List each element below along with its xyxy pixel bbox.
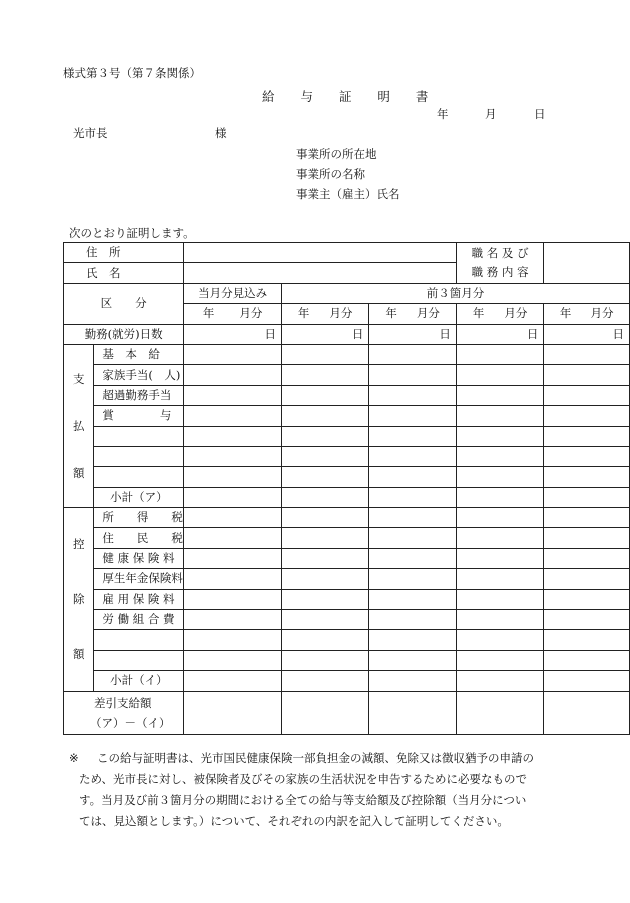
position-label-line2: 職 務 内 容: [471, 264, 529, 279]
amount-cell[interactable]: [544, 650, 630, 670]
amount-cell[interactable]: [456, 344, 543, 364]
amount-cell[interactable]: [369, 467, 456, 487]
name-label: 氏 名: [64, 263, 184, 283]
subtotal-cell[interactable]: [544, 487, 630, 507]
payment-row-label[interactable]: [94, 446, 184, 466]
position-label: [456, 243, 543, 284]
amount-cell[interactable]: [369, 385, 456, 405]
amount-cell[interactable]: [369, 610, 456, 630]
amount-cell[interactable]: [281, 508, 368, 528]
amount-cell[interactable]: [184, 610, 282, 630]
amount-cell[interactable]: [369, 446, 456, 466]
net-pay-label-line1: 差引支給額: [94, 695, 152, 710]
date-day: 日: [534, 107, 546, 121]
payment-row-label: 賞 与: [94, 406, 184, 426]
amount-cell[interactable]: [369, 630, 456, 650]
subtotal-cell[interactable]: [544, 671, 630, 691]
work-days-cell[interactable]: 日: [544, 324, 630, 344]
note-line: ため、光市長に対し、被保険者及びその家族の生活状況を申告するために必要なもので: [79, 772, 528, 786]
deduction-row-label[interactable]: [94, 630, 184, 650]
amount-cell[interactable]: [281, 406, 368, 426]
amount-cell[interactable]: [184, 569, 282, 589]
amount-cell[interactable]: [456, 446, 543, 466]
note-line: ては、見込額とします。）について、それぞれの内訳を記入して証明してください。: [79, 814, 509, 828]
amount-cell[interactable]: [184, 426, 282, 446]
amount-cell[interactable]: [544, 569, 630, 589]
amount-cell[interactable]: [281, 610, 368, 630]
employer-address-label: 事業所の所在地: [296, 147, 377, 161]
payment-row-label[interactable]: [94, 467, 184, 487]
deduction-group-label: 控 除 額: [64, 508, 94, 692]
month-cell[interactable]: 年 月分: [281, 304, 368, 324]
work-days-cell[interactable]: 日: [369, 324, 456, 344]
payment-row-label: 基 本 給: [94, 344, 184, 364]
amount-cell[interactable]: [281, 548, 368, 568]
amount-cell[interactable]: [184, 344, 282, 364]
net-pay-cell[interactable]: [369, 691, 456, 734]
amount-cell[interactable]: [369, 406, 456, 426]
amount-cell[interactable]: [369, 344, 456, 364]
subtotal-cell[interactable]: [184, 671, 282, 691]
net-pay-cell[interactable]: [281, 691, 368, 734]
amount-cell[interactable]: [281, 365, 368, 385]
amount-cell[interactable]: [281, 426, 368, 446]
month-cell[interactable]: 年 月分: [544, 304, 630, 324]
position-value[interactable]: [544, 243, 630, 284]
note-mark: ※: [69, 751, 79, 765]
net-pay-cell[interactable]: [544, 691, 630, 734]
amount-cell[interactable]: [281, 385, 368, 405]
amount-cell[interactable]: [369, 528, 456, 548]
payment-subtotal-label: 小計（ア）: [94, 487, 184, 507]
subtotal-cell[interactable]: [369, 487, 456, 507]
deduction-row-label: 雇 用 保 険 料: [94, 589, 184, 609]
amount-cell[interactable]: [456, 650, 543, 670]
amount-cell[interactable]: [184, 446, 282, 466]
payment-row-label[interactable]: [94, 426, 184, 446]
amount-cell[interactable]: [184, 589, 282, 609]
amount-cell[interactable]: [544, 548, 630, 568]
note-line: この給与証明書は、光市国民健康保険一部負担金の減額、免除又は徴収猶予の申請の: [97, 751, 534, 765]
amount-cell[interactable]: [281, 630, 368, 650]
deduction-row-label: 住 民 税: [94, 528, 184, 548]
amount-cell[interactable]: [369, 548, 456, 568]
deduction-row-label[interactable]: [94, 650, 184, 670]
amount-cell[interactable]: [544, 344, 630, 364]
net-pay-label: [64, 691, 184, 734]
date-year: 年: [437, 107, 449, 121]
amount-cell[interactable]: [456, 508, 543, 528]
amount-cell[interactable]: [456, 610, 543, 630]
amount-cell[interactable]: [184, 548, 282, 568]
subtotal-cell[interactable]: [456, 671, 543, 691]
deduction-row-label: 労 働 組 合 費: [94, 610, 184, 630]
prev-months-header: 前３箇月分: [281, 283, 629, 303]
amount-cell[interactable]: [544, 610, 630, 630]
salary-table: [63, 242, 630, 735]
deduction-row-label: 健 康 保 険 料: [94, 548, 184, 568]
amount-cell[interactable]: [456, 569, 543, 589]
addressee-honorific: 様: [215, 126, 227, 140]
amount-cell[interactable]: [281, 467, 368, 487]
amount-cell[interactable]: [544, 630, 630, 650]
month-cell[interactable]: 年 月分: [456, 304, 543, 324]
amount-cell[interactable]: [456, 365, 543, 385]
amount-cell[interactable]: [281, 569, 368, 589]
amount-cell[interactable]: [544, 508, 630, 528]
page-title: 給 与 証 明 書: [262, 89, 440, 104]
amount-cell[interactable]: [456, 528, 543, 548]
payment-row-label: 超過勤務手当: [94, 385, 184, 405]
amount-cell[interactable]: [544, 365, 630, 385]
position-label-line1: 職 名 及 び: [471, 245, 529, 260]
note-line: す。当月及び前３箇月分の期間における全ての給与等支給額及び控除額（当月分につい: [79, 793, 527, 807]
amount-cell[interactable]: [369, 508, 456, 528]
amount-cell[interactable]: [544, 406, 630, 426]
amount-cell[interactable]: [281, 344, 368, 364]
amount-cell[interactable]: [456, 548, 543, 568]
amount-cell[interactable]: [184, 650, 282, 670]
amount-cell[interactable]: [281, 650, 368, 670]
amount-cell[interactable]: [456, 630, 543, 650]
net-pay-cell[interactable]: [184, 691, 282, 734]
address-value[interactable]: [184, 243, 457, 263]
deduction-row-label: 所 得 税: [94, 508, 184, 528]
amount-cell[interactable]: [184, 528, 282, 548]
date-month: 月: [485, 107, 497, 121]
amount-cell[interactable]: [184, 365, 282, 385]
amount-cell[interactable]: [544, 467, 630, 487]
amount-cell[interactable]: [184, 630, 282, 650]
amount-cell[interactable]: [456, 385, 543, 405]
amount-cell[interactable]: [456, 426, 543, 446]
subtotal-cell[interactable]: [456, 487, 543, 507]
employer-owner-label: 事業主（雇主）氏名: [296, 187, 400, 201]
subtotal-cell[interactable]: [281, 487, 368, 507]
amount-cell[interactable]: [456, 406, 543, 426]
amount-cell[interactable]: [184, 467, 282, 487]
month-cell[interactable]: 年 月分: [369, 304, 456, 324]
net-pay-cell[interactable]: [456, 691, 543, 734]
amount-cell[interactable]: [544, 589, 630, 609]
subtotal-cell[interactable]: [184, 487, 282, 507]
intro-text: 次のとおり証明します。: [69, 226, 195, 240]
subtotal-cell[interactable]: [369, 671, 456, 691]
amount-cell[interactable]: [369, 569, 456, 589]
amount-cell[interactable]: [281, 528, 368, 548]
category-label: 区 分: [64, 283, 184, 324]
address-label: 住 所: [64, 243, 184, 263]
form-number: 様式第３号（第７条関係）: [63, 66, 201, 80]
name-value[interactable]: [184, 263, 457, 283]
amount-cell[interactable]: [544, 385, 630, 405]
deduction-subtotal-label: 小計（イ）: [94, 671, 184, 691]
amount-cell[interactable]: [184, 406, 282, 426]
amount-cell[interactable]: [369, 650, 456, 670]
work-days-cell[interactable]: 日: [184, 324, 282, 344]
payment-row-label: 家族手当( 人): [94, 365, 184, 385]
amount-cell[interactable]: [184, 508, 282, 528]
current-month-header: 当月分見込み: [184, 283, 282, 303]
payment-group-label: 支 払 額: [64, 344, 94, 507]
employer-name-label: 事業所の名称: [296, 167, 365, 181]
amount-cell[interactable]: [369, 589, 456, 609]
deduction-row-label: 厚生年金保険料: [94, 569, 184, 589]
amount-cell[interactable]: [544, 528, 630, 548]
work-days-cell[interactable]: 日: [281, 324, 368, 344]
net-pay-label-line2: （ア）－（イ）: [90, 715, 171, 730]
note: [69, 748, 569, 832]
subtotal-cell[interactable]: [281, 671, 368, 691]
amount-cell[interactable]: [544, 446, 630, 466]
amount-cell[interactable]: [184, 385, 282, 405]
work-days-label: 勤務(就労)日数: [64, 324, 184, 344]
amount-cell[interactable]: [456, 589, 543, 609]
addressee-name: 光市長: [73, 126, 108, 140]
amount-cell[interactable]: [456, 467, 543, 487]
amount-cell[interactable]: [281, 589, 368, 609]
amount-cell[interactable]: [369, 365, 456, 385]
amount-cell[interactable]: [281, 446, 368, 466]
amount-cell[interactable]: [544, 426, 630, 446]
work-days-cell[interactable]: 日: [456, 324, 543, 344]
amount-cell[interactable]: [369, 426, 456, 446]
month-cell[interactable]: 年 月分: [184, 304, 282, 324]
